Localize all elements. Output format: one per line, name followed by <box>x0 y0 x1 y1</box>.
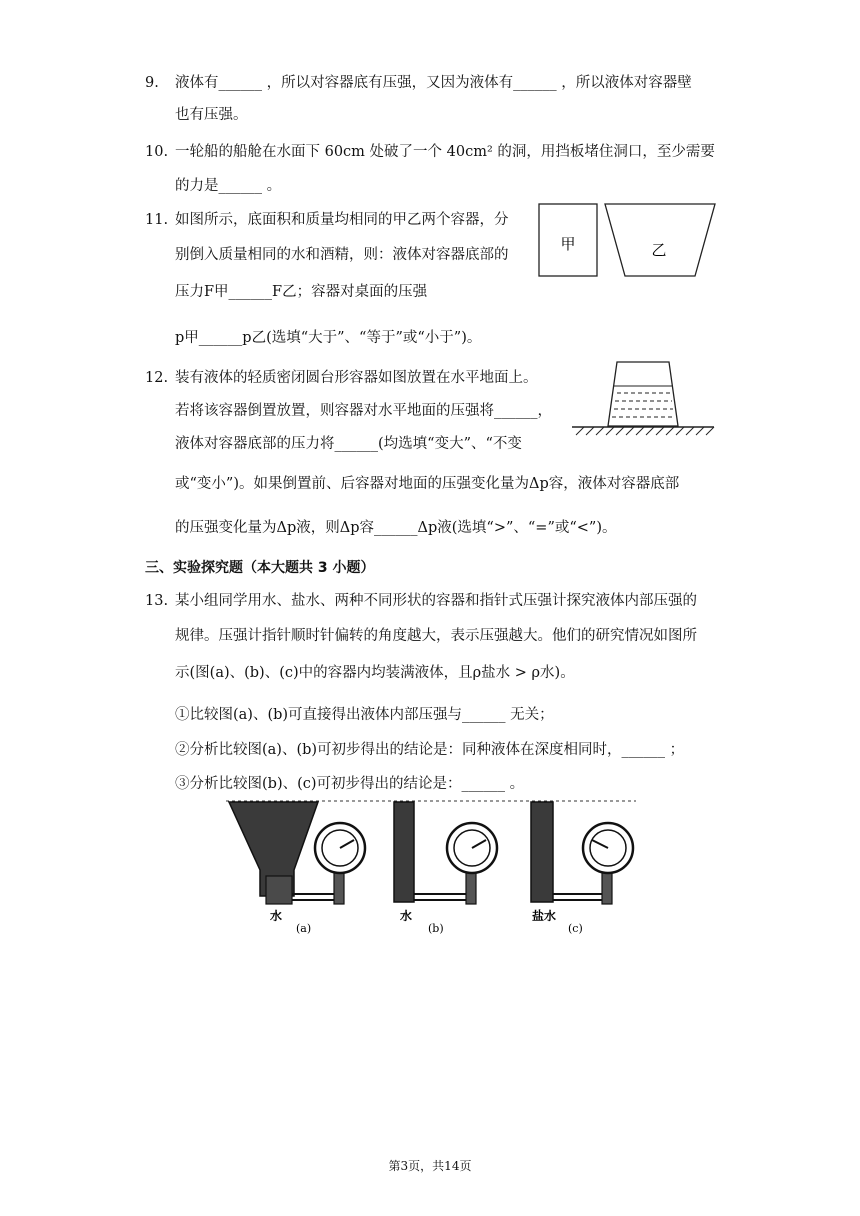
question-text-line: 液体有______ ，所以对容器底有压强，又因为液体有______ ，所以液体对容器壁 <box>175 75 692 91</box>
frustum-container-figure <box>572 360 714 440</box>
sub-question-1: ①比较图(a)、(b)可直接得出液体内部压强与______ 无关； <box>175 707 554 723</box>
question-number: 9. <box>145 75 159 91</box>
question-text-line: 压力F甲______F乙；容器对桌面的压强 <box>175 284 428 300</box>
question-text-line: 若将该容器倒置放置，则容器对水平地面的压强将______， <box>175 403 552 419</box>
question-text-line: 一轮船的船舱在水面下 60cm 处破了一个 40cm² 的洞，用挡板堵住洞口，至少需要 <box>175 144 715 160</box>
question-number: 12. <box>145 370 169 386</box>
figure-label-a: (a) <box>296 922 312 935</box>
container-c <box>531 802 633 904</box>
question-text-line: 别倒入质量相同的水和酒精，则：液体对容器底部的 <box>175 247 509 263</box>
question-text-line: 的压强变化量为Δp液，则Δp容______Δp液(选填“>”、“=”或“<”)。 <box>175 520 617 536</box>
containers-figure <box>538 203 718 278</box>
sub-question-2: ②分析比较图(a)、(b)可初步得出的结论是：同种液体在深度相同时，______ ； <box>175 742 685 758</box>
frustum-container <box>608 362 678 426</box>
liquid-pattern <box>612 393 675 417</box>
container-yi <box>605 204 715 276</box>
container-jia-label: 甲 <box>560 235 576 253</box>
figure-label-c: (c) <box>568 922 583 935</box>
question-text-line: 示(图(a)、(b)、(c)中的容器内均装满液体，且ρ盐水 > ρ水)。 <box>175 665 575 681</box>
question-text-line: 某小组同学用水、盐水、两种不同形状的容器和指针式压强计探究液体内部压强的 <box>175 593 697 609</box>
pressure-gauge-figure <box>226 798 646 938</box>
question-text-line: 或“变小”)。如果倒置前、后容器对地面的压强变化量为Δp容，液体对容器底部 <box>175 476 680 492</box>
question-text-line: p甲______p乙(选填“大于”、“等于”或“小于”)。 <box>175 330 482 346</box>
figure-label-b: (b) <box>428 922 444 935</box>
container-a <box>229 802 365 904</box>
question-text-line: 如图所示，底面积和质量均相同的甲乙两个容器，分 <box>175 212 509 228</box>
question-text-line: 规律。压强计指针顺时针偏转的角度越大，表示压强越大。他们的研究情况如图所 <box>175 628 697 644</box>
sub-question-3: ③分析比较图(b)、(c)可初步得出的结论是：______ 。 <box>175 776 525 792</box>
question-text-line: 也有压强。 <box>175 107 248 123</box>
question-number: 13. <box>145 593 169 609</box>
liquid-label-a: 水 <box>270 909 283 923</box>
question-number: 11. <box>145 212 169 228</box>
liquid-label-b: 水 <box>400 909 413 923</box>
container-b <box>394 802 497 904</box>
page-footer: 第3页，共14页 <box>388 1159 472 1173</box>
container-yi-label: 乙 <box>651 241 667 259</box>
question-number: 10. <box>145 144 169 160</box>
question-text-line: 装有液体的轻质密闭圆台形容器如图放置在水平地面上。 <box>175 370 538 386</box>
liquid-label-c: 盐水 <box>532 909 557 923</box>
ground-hatch <box>576 427 714 435</box>
question-text-line: 液体对容器底部的压力将______(均选填“变大”、“不变 <box>175 436 522 452</box>
question-text-line: 的力是______ 。 <box>175 178 282 194</box>
section-heading: 三、实验探究题（本大题共 3 小题） <box>145 560 375 576</box>
